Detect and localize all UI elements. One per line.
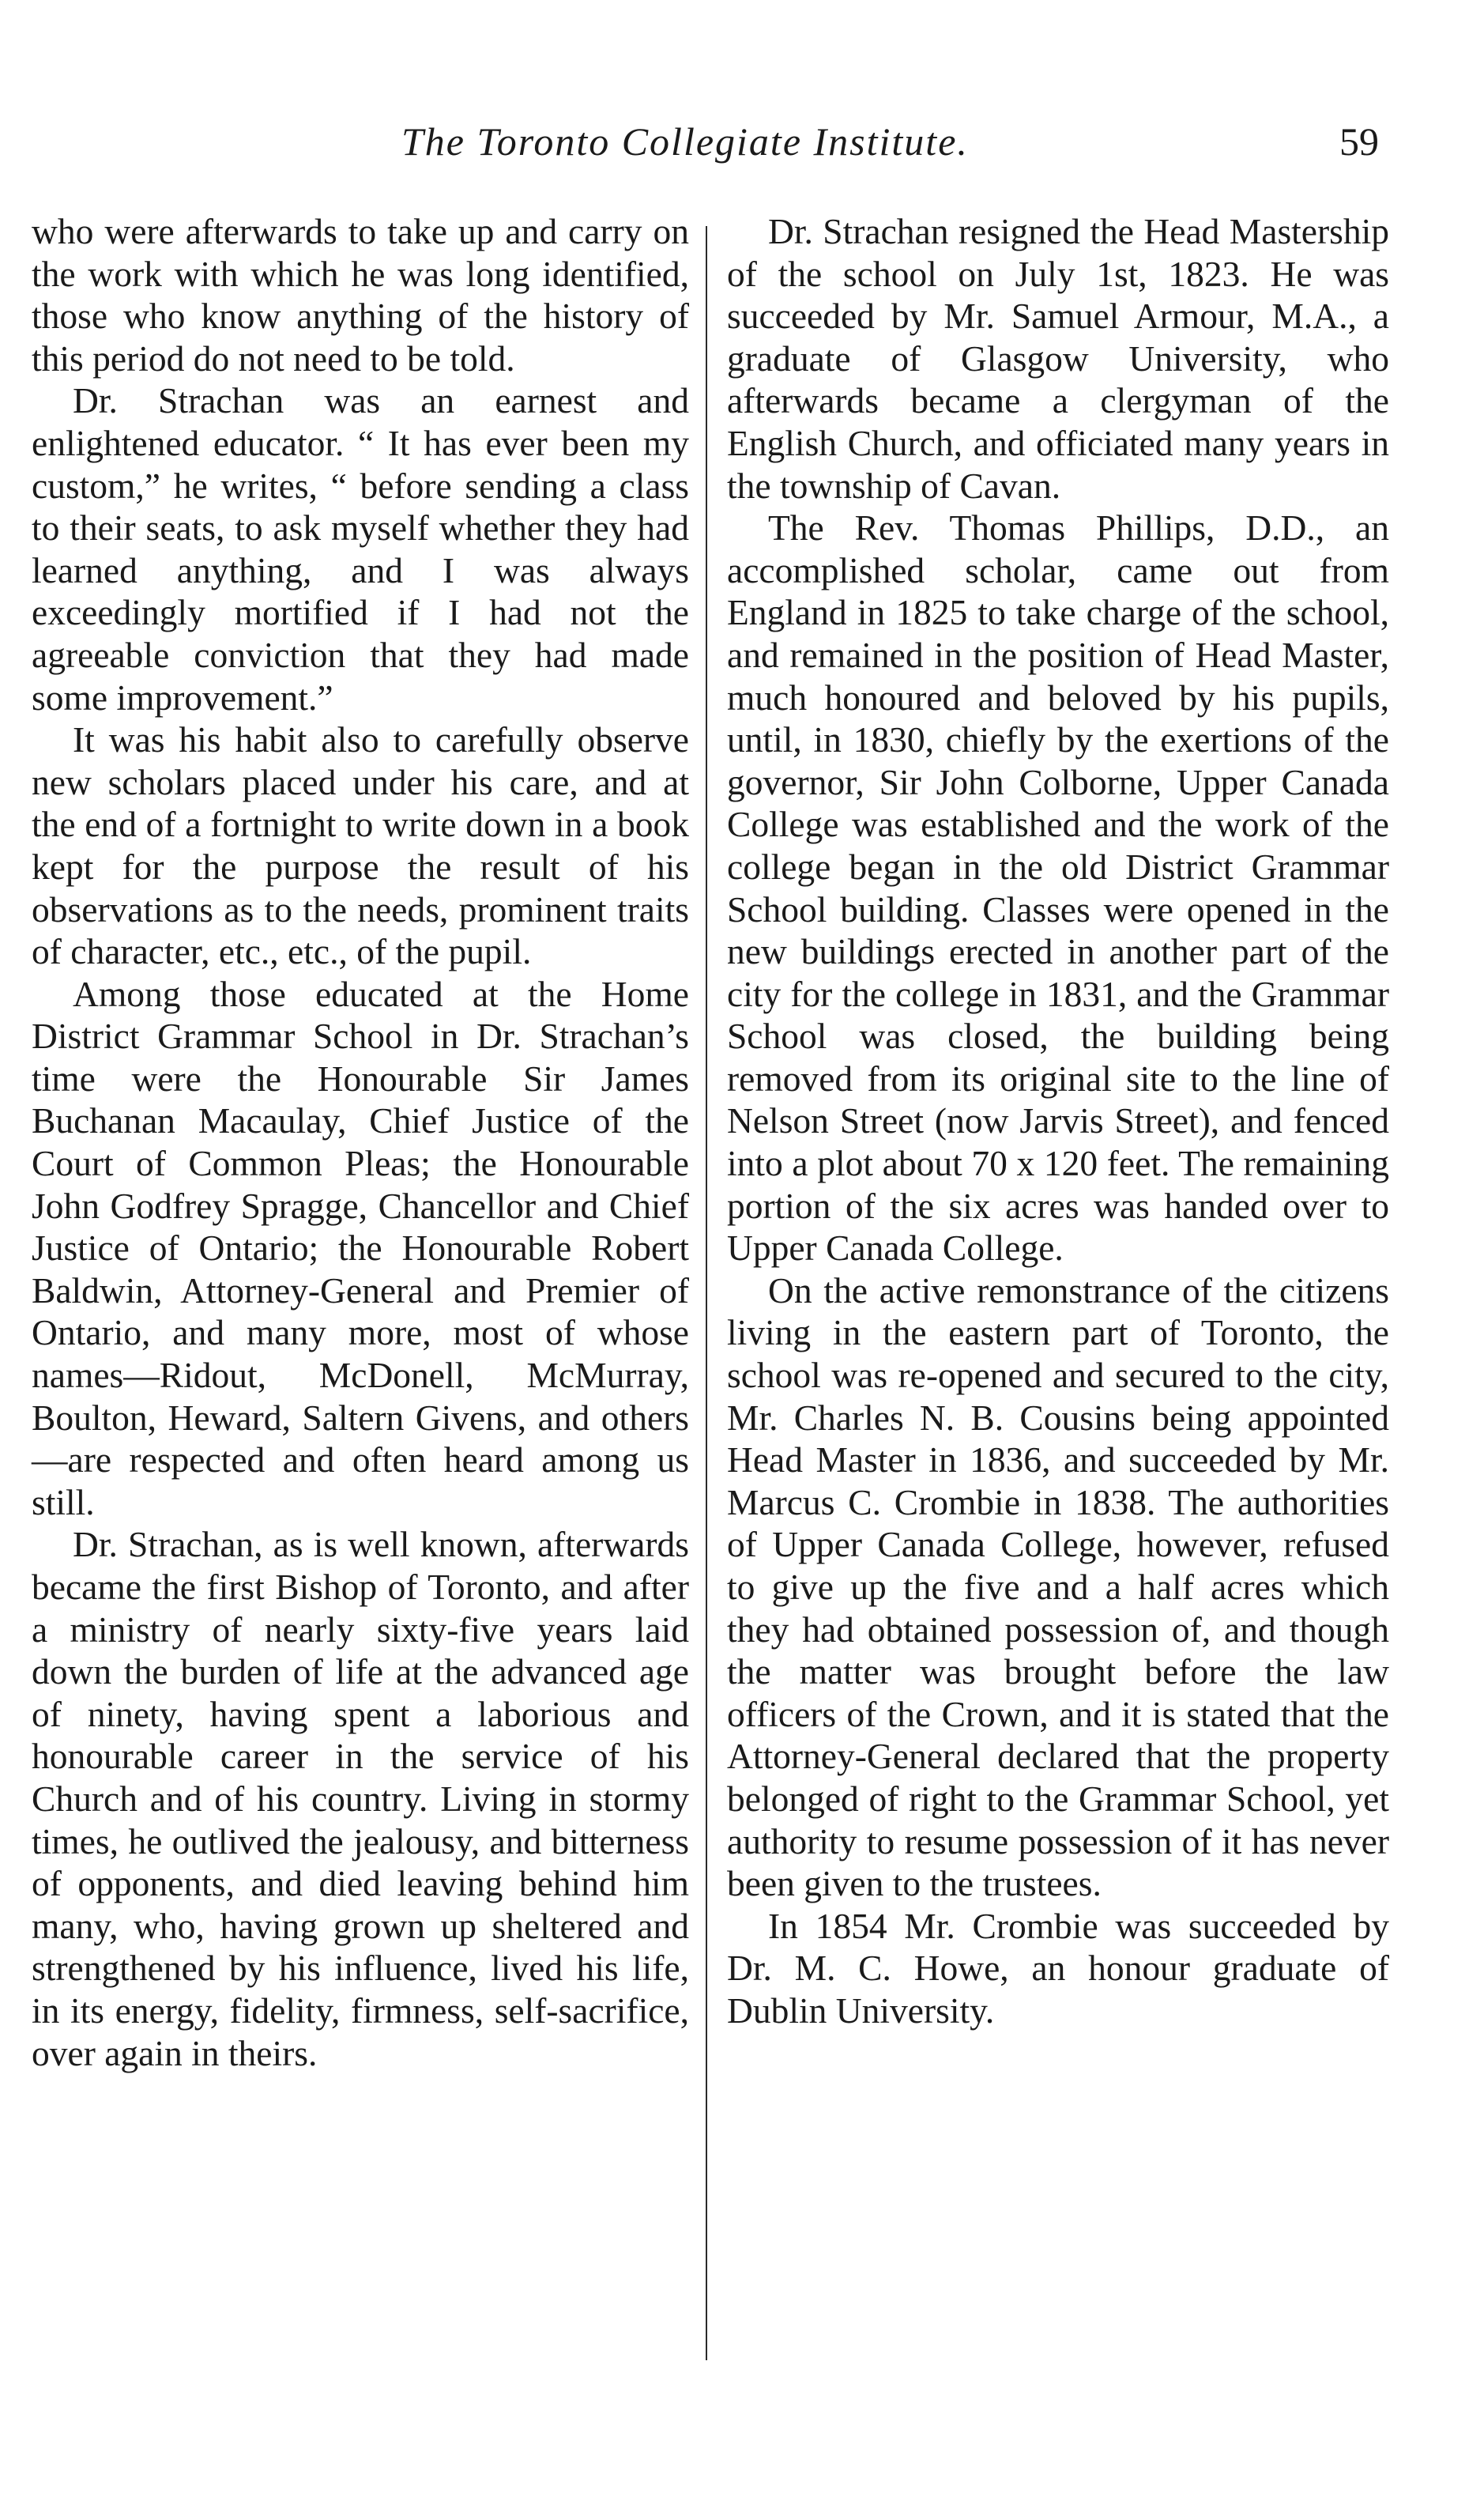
- column-divider: [706, 226, 707, 2360]
- paragraph: Dr. Strachan was an earnest and enlightened educator. “ It has ever been my custom,” he writes, “ before sending a class to their seats, to ask myself whether they had learned anything, and I was always exceedingly mortified if I had not the agreeable conviction that they had made some improvement.”: [32, 380, 689, 718]
- paragraph: Dr. Strachan resigned the Head Mastership of the school on July 1st, 1823. He was succeeded by Mr. Samuel Armour, M.A., a graduate of Glasgow University, who afterwards became a clergyman of the English Church, and officiated many years in the township of Cavan.: [727, 211, 1389, 506]
- paragraph: Among those educated at the Home District Grammar School in Dr. Strachan’s time were the Honourable Sir James Buchanan Macaulay, Chief Justice of the Court of Common Pleas; the Honourable John Godfrey Spragge, Chancellor and Chief Justice of Ontario; the Honourable Robert Baldwin, Attorney-General and Premier of Ontario, and many more, most of whose names—Ridout, McDonell, McMurray, Boulton, Heward, Saltern Givens, and others—are respected and often heard among us still.: [32, 973, 689, 1522]
- page-header: [0, 119, 1484, 182]
- paragraph: On the active remonstrance of the citizens living in the eastern part of Toronto, the school was re-opened and secured to the city, Mr. Charles N. B. Cousins being appointed Head Master in 1836, and succeeded by Mr. Marcus C. Crombie in 1838. The authorities of Upper Canada College, however, refused to give up the five and a half acres which they had obtained possession of, and though the matter was brought before the law officers of the Crown, and it is stated that the Attorney-General declared that the property belonged of right to the Grammar School, yet authority to resume possession of it has never been given to the trustees.: [727, 1269, 1389, 1904]
- right-column: [727, 210, 1389, 2032]
- paragraph: who were afterwards to take up and carry on the work with which he was long identified, those who know anything of the history of this period do not need to be told.: [32, 211, 689, 379]
- left-column: [32, 210, 689, 2074]
- paragraph: It was his habit also to carefully observe new scholars placed under his care, and at the end of a fortnight to write down in a book kept for the purpose the result of his observations as to the needs, prominent traits of character, etc., etc., of the pupil.: [32, 719, 689, 972]
- paragraph: In 1854 Mr. Crombie was succeeded by Dr. M. C. Howe, an honour graduate of Dublin University.: [727, 1905, 1389, 2031]
- paragraph: Dr. Strachan, as is well known, afterwards became the first Bishop of Toronto, and after a ministry of nearly sixty-five years laid down the burden of life at the advanced age of ninety, having spent a laborious and honourable career in the service of his Church and of his country. Living in stormy times, he outlived the jealousy, and bitterness of opponents, and died leaving behind him many, who, having grown up sheltered and strengthened by his influence, lived his life, in its energy, fidelity, firmness, self-sacrifice, over again in theirs.: [32, 1524, 689, 2073]
- paragraph: The Rev. Thomas Phillips, D.D., an accomplished scholar, came out from England in 1825 to take charge of the school, and remained in the position of Head Master, much honoured and beloved by his pupils, until, in 1830, chiefly by the exertions of the governor, Sir John Colborne, Upper Canada College was established and the work of the college began in the old District Grammar School building. Classes were opened in the new buildings erected in another part of the city for the college in 1831, and the Grammar School was closed, the building being removed from its original site to the line of Nelson Street (now Jarvis Street), and fenced into a plot about 70 x 120 feet. The remaining portion of the six acres was handed over to Upper Canada College.: [727, 507, 1389, 1269]
- running-title: The Toronto Collegiate Institute.: [401, 119, 969, 164]
- page-number: 59: [1339, 119, 1379, 164]
